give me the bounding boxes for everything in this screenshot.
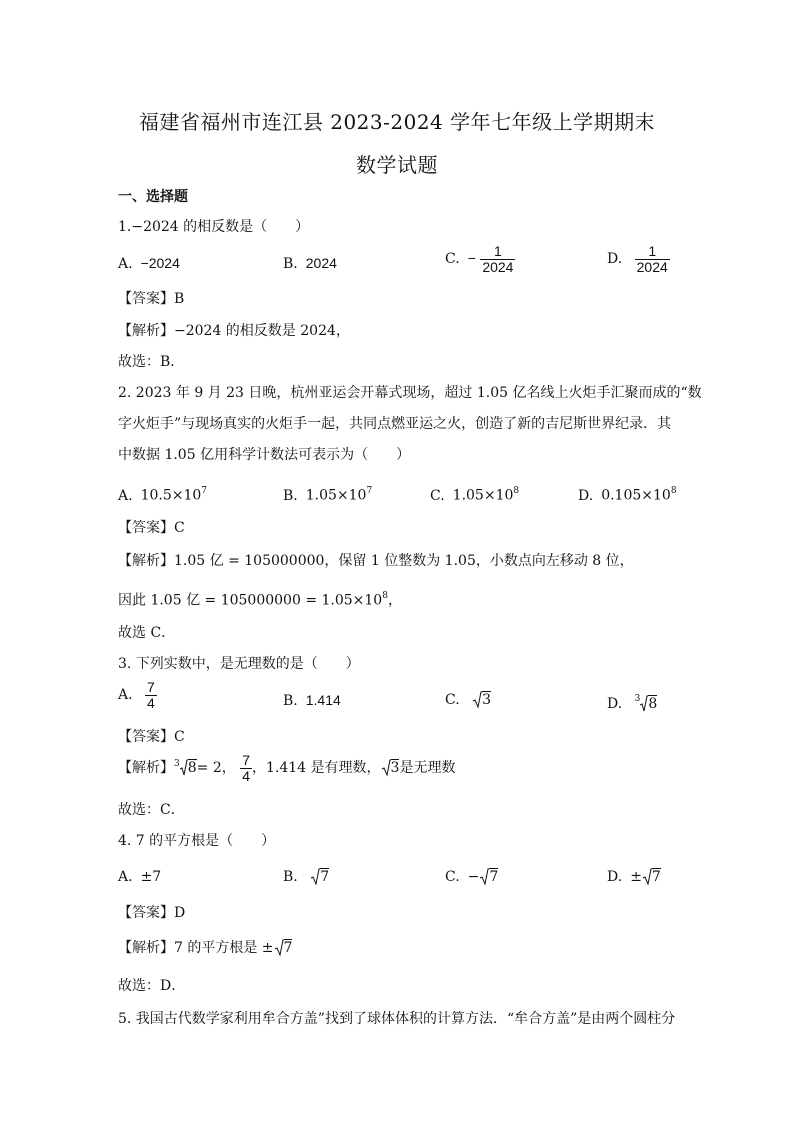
numerator: 7 (242, 752, 250, 768)
analysis-tag: 【解析】 (118, 323, 174, 339)
radicand: 8 (187, 760, 197, 777)
option-label: C. (445, 869, 460, 885)
doc-title-line1: 福建省福州市连江县 2023-2024 学年七年级上学期期末 (138, 110, 656, 134)
sign: − (467, 869, 480, 885)
q2-option-d (578, 482, 677, 506)
q4-option-a (118, 867, 161, 887)
option-value: −2024 (140, 255, 180, 271)
q3-stem: 3. 下列实数中，是无理数的是（ ） (118, 656, 360, 672)
q3-answer: 【答案】C (118, 729, 185, 745)
analysis-eq: = 2， (196, 760, 236, 777)
sign: ± (630, 869, 642, 885)
option-label: A. (118, 487, 133, 504)
radicand: 7 (489, 869, 499, 885)
option-label: B. (283, 487, 298, 504)
denominator: 4 (147, 694, 155, 711)
sqrt-symbol (479, 867, 489, 887)
exponent: 8 (513, 486, 520, 496)
analysis-tag: 【解析】 (118, 940, 174, 956)
q3-option-d (607, 690, 657, 714)
fraction (480, 244, 515, 274)
sign: − (467, 250, 476, 267)
q2-option-c (430, 482, 519, 506)
option-value: ±7 (140, 869, 162, 885)
q1-option-b (283, 253, 337, 274)
exponent: 7 (201, 486, 208, 496)
option-value: 10.5×10 (140, 487, 202, 504)
q3-option-b (283, 690, 341, 711)
q3-option-c (445, 690, 491, 710)
exponent: 7 (366, 486, 373, 496)
q2-stem-line3: 中数据 1.05 亿用科学计数法可表示为（ ） (118, 447, 411, 463)
analysis-text: 1.05 亿 = 105000000，保留 1 位整数为 1.05，小数点向左移动 8 位， (174, 553, 634, 569)
q4-analysis (118, 938, 292, 958)
option-label: D. (607, 869, 623, 885)
analysis-text-end: ， (387, 592, 402, 609)
option-label: A. (118, 687, 133, 704)
q3-conclusion: 故选：C． (118, 802, 185, 818)
radicand: 8 (648, 695, 658, 712)
option-label: D. (607, 251, 623, 268)
q2-analysis (118, 551, 634, 571)
sqrt-symbol (310, 867, 320, 887)
numerator: 1 (648, 243, 657, 259)
root-index: 3 (634, 694, 641, 704)
denominator: 4 (242, 767, 250, 784)
q2-answer: 【答案】C (118, 520, 185, 536)
q2-option-a (118, 482, 207, 506)
q1-option-a (118, 253, 180, 274)
sqrt-symbol (274, 938, 284, 958)
radicand: 7 (320, 869, 330, 885)
exponent: 8 (382, 591, 388, 601)
q1-answer: 【答案】B (118, 291, 185, 307)
q1-option-c (445, 244, 515, 274)
option-label: A. (118, 869, 133, 885)
q2-conclusion: 故选 C． (118, 625, 176, 641)
analysis-end: 是无理数 (399, 760, 456, 777)
analysis-mid: ，1.414 是有理数， (252, 760, 381, 777)
radicand: 3 (482, 692, 492, 708)
q1-option-d (607, 244, 670, 274)
sqrt-symbol (642, 867, 652, 887)
q4-option-c (445, 867, 498, 887)
analysis-tag: 【解析】 (118, 760, 174, 777)
fraction (145, 680, 157, 710)
fraction (240, 753, 252, 783)
option-label: C. (445, 251, 460, 268)
cbrt-symbol (180, 758, 188, 778)
analysis-text: 7 的平方根是 ± (174, 940, 274, 956)
q4-conclusion: 故选：D． (118, 978, 186, 994)
q3-analysis (118, 753, 455, 783)
option-label: B. (283, 256, 298, 272)
option-value: 0.105×10 (601, 487, 671, 504)
q5-stem-line1: 5. 我国古代数学家利用牟合方盖”找到了球体体积的计算方法．“牟合方盖”是由两个圆柱分 (118, 1011, 676, 1027)
option-value: 1.05×10 (452, 487, 514, 504)
numerator: 7 (147, 679, 155, 695)
q2-stem-line2: 字火炬手”与现场真实的火炬手一起，共同点燃亚运之火，创造了新的吉尼斯世界纪录．其 (118, 416, 672, 432)
sqrt-symbol (472, 690, 482, 710)
option-value: 1.05×10 (305, 487, 367, 504)
q1-analysis (118, 321, 350, 341)
fraction (635, 244, 670, 274)
q4-option-b (283, 867, 329, 887)
option-label: D. (607, 695, 623, 712)
option-label: B. (283, 693, 298, 709)
q2-stem-line1: 2. 2023 年 9 月 23 日晚，杭州亚运会开幕式现场，超过 1.05 亿名线上火炬手汇聚而成的“数 (118, 385, 702, 401)
option-label: B. (283, 869, 298, 885)
analysis-text: −2024 的相反数是 2024， (174, 323, 350, 339)
option-label: A. (118, 256, 133, 272)
q1-stem: 1.−2024 的相反数是（ ） (118, 219, 310, 235)
doc-title-line2: 数学试题 (356, 153, 438, 177)
sqrt-symbol (381, 758, 391, 778)
q4-answer: 【答案】D (118, 905, 186, 921)
radicand: 3 (390, 760, 400, 777)
option-value: 1.414 (305, 692, 341, 708)
q1-conclusion: 故选：B． (118, 354, 185, 370)
radicand: 7 (651, 869, 661, 885)
analysis-tag: 【解析】 (118, 553, 174, 569)
q3-option-a (118, 680, 157, 710)
denominator: 2024 (636, 258, 668, 275)
analysis-text: 因此 1.05 亿 = 105000000 = 1.05×10 (118, 592, 383, 609)
q4-stem: 4. 7 的平方根是（ ） (118, 833, 276, 849)
section-heading: 一、选择题 (118, 189, 188, 205)
q2-analysis-line2 (118, 587, 402, 611)
option-label: C. (430, 487, 445, 504)
radicand: 7 (283, 940, 293, 956)
exponent: 8 (670, 486, 677, 496)
root-index: 3 (174, 758, 180, 769)
q2-option-b (283, 482, 372, 506)
option-value: 2024 (305, 255, 337, 271)
numerator: 1 (493, 243, 502, 259)
option-label: D. (578, 487, 594, 504)
denominator: 2024 (482, 258, 514, 275)
option-label: C. (445, 692, 460, 708)
q4-option-d (607, 867, 661, 887)
